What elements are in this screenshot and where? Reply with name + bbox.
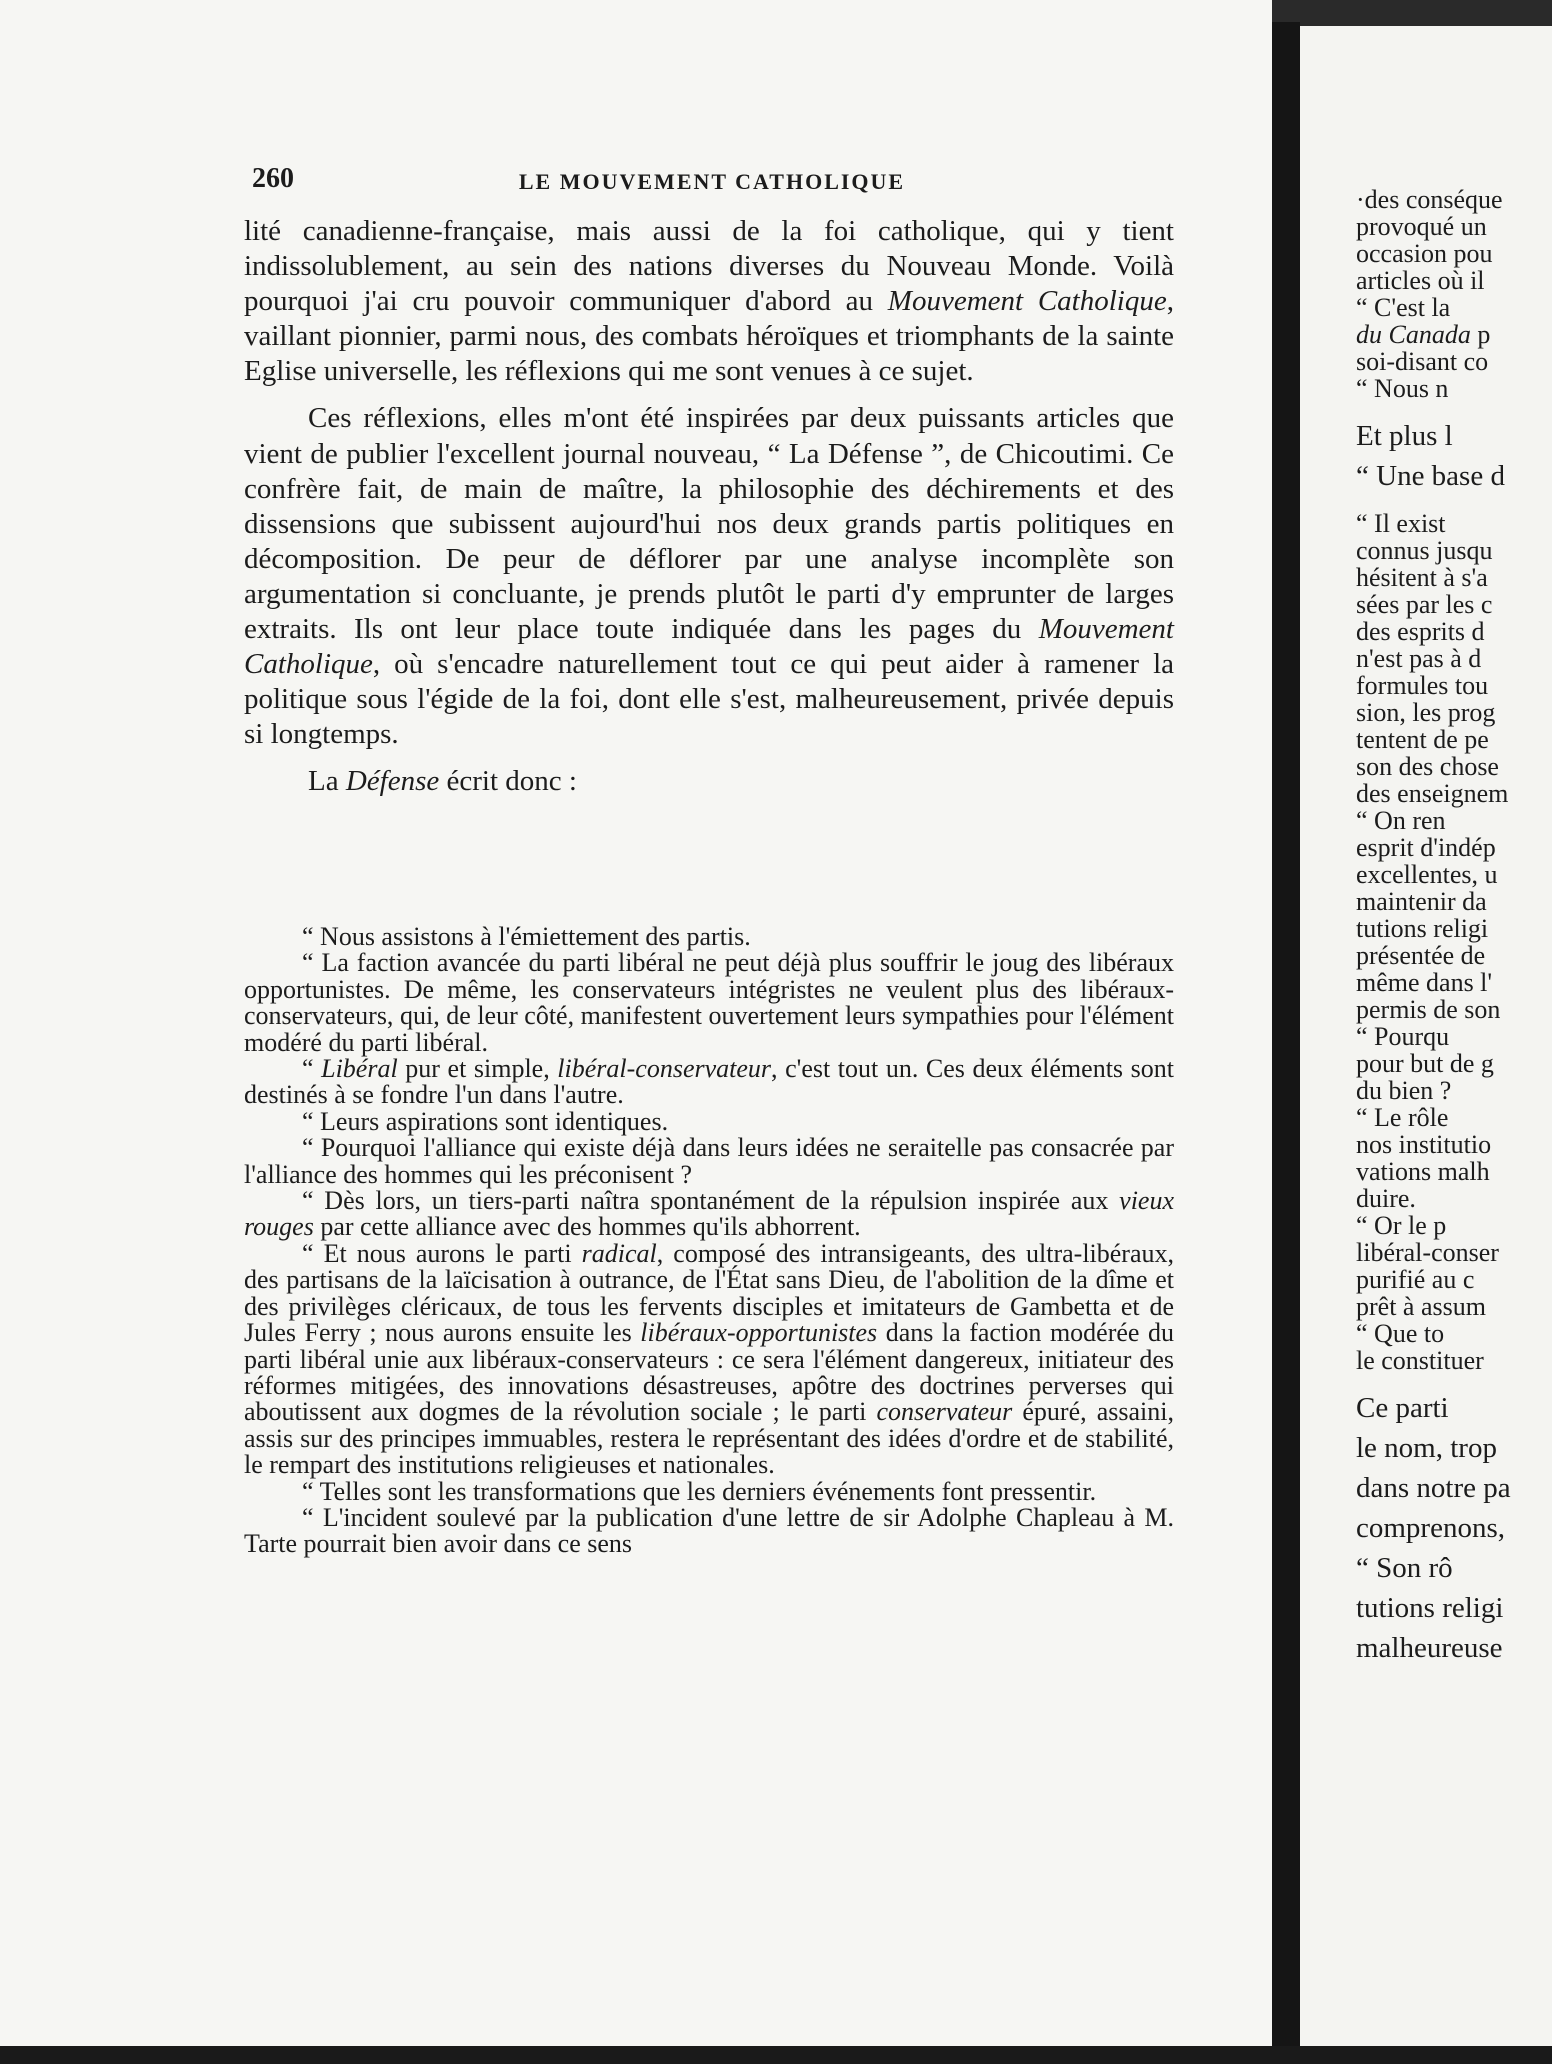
text-line: des esprits d [1356, 617, 1485, 646]
quote-paragraph: “ Nous assistons à l'émiettement des partis. [302, 922, 751, 951]
quote-paragraph: “ La faction avancée du parti libéral ne peut déjà plus souffrir le joug des libéraux opportunistes. De même, les conservateurs intégristes ne veulent plus des libéraux-conservateurs, qui, de leur côté, manifestent ouvertement leurs sympathies pour l'élément modéré du parti libéral. [244, 948, 1174, 1057]
text-line: ·des conséque [1356, 185, 1503, 214]
text-line: du Canada p [1356, 320, 1491, 349]
paragraph: La Défense écrit donc : [308, 765, 577, 798]
text-line: esprit d'indép [1356, 833, 1496, 862]
text-line: pour but de g [1356, 1049, 1494, 1078]
text-line: “ Pourqu [1356, 1022, 1450, 1051]
quote-paragraph: “ Dès lors, un tiers-parti naîtra spontanément de la répulsion inspirée aux vieux rouges par cette alliance avec des hommes qu'ils abhorrent. [244, 1186, 1174, 1242]
body-text [244, 214, 1174, 800]
text-line: malheureuse [1356, 1632, 1503, 1664]
quote-paragraph: “ L'incident soulevé par la publication d'une lettre de sir Adolphe Chapleau à M. Tarte pourrait bien avoir dans ce sens [244, 1502, 1174, 1559]
text-line: le constituer [1356, 1346, 1484, 1375]
text-line: maintenir da [1356, 887, 1487, 916]
text-line: comprenons, [1356, 1512, 1505, 1544]
text-line: “ On ren [1356, 806, 1446, 835]
text-line: même dans l' [1356, 968, 1493, 997]
text-line: Ce parti [1356, 1392, 1449, 1424]
line-gap [1356, 402, 1552, 416]
text-line: “ Or le p [1356, 1211, 1447, 1240]
text-line: n'est pas à d [1356, 644, 1482, 673]
text-line: vations malh [1356, 1157, 1490, 1186]
text-line: occasion pou [1356, 239, 1493, 268]
text-line: duire. [1356, 1184, 1416, 1213]
text-line: sées par les c [1356, 590, 1493, 619]
text-line: dans notre pa [1356, 1472, 1511, 1504]
text-line: “ Le rôle [1356, 1103, 1449, 1132]
text-line: purifié au c [1356, 1265, 1475, 1294]
text-line: formules tou [1356, 671, 1489, 700]
quote-paragraph: “ Leurs aspirations sont identiques. [302, 1106, 669, 1136]
scan-edge [0, 2046, 1552, 2064]
text-line: “ Son rô [1356, 1552, 1453, 1584]
text-line: “ Nous n [1356, 374, 1449, 403]
quote-paragraph: “ Et nous aurons le parti radical, composé des intransigeants, des ultra-libéraux, des partisans de la laïcisation à outrance, de l'État sans Dieu, de l'abolition de la dîme et des privilèges cléricaux, de tous les fervents disciples et imitateurs de Gambetta et de Jules Ferry ; nous aurons ensuite les libéraux-opportunistes dans la faction modérée du parti libéral unie aux libéraux-conservateurs : ce sera l'élément dangereux, initiateur des réformes mitigées, des innovations désastreuses, apôtre des doctrines perverses qui aboutissent aux dogmes de la révolution sociale ; le parti conservateur épuré, assaini, assis sur des principes immuables, restera le représentant des idées d'ordre et de stabilité, le rempart des institutions religieuses et nationales. [244, 1238, 1175, 1480]
quote-paragraph: “ Telles sont les transformations que les derniers événements font pressentir. [302, 1476, 1097, 1506]
text-line: hésitent à s'a [1356, 563, 1488, 592]
text-line: tutions religi [1356, 1592, 1504, 1624]
text-line: nos institutio [1356, 1130, 1492, 1159]
text-line: tutions religi [1356, 914, 1489, 943]
text-line: “ Il exist [1356, 509, 1446, 538]
quoted-extract [244, 924, 1174, 1558]
right-page-text [1356, 186, 1552, 1668]
paragraph: lité canadienne-française, mais aussi de la foi catholique, qui y tient indissolublement, au sein des nations diverses du Nouveau Monde. Voilà pourquoi j'ai cru pouvoir communiquer d'abord au Mouvement Catholique, vaillant pionnier, parmi nous, des combats héroïques et triomphants de la sainte Eglise universelle, les réflexions qui me sont venues à ce sujet. [244, 215, 1174, 388]
text-line: libéral-conser [1356, 1238, 1499, 1267]
text-line: provoqué un [1356, 212, 1487, 241]
running-title: LE MOUVEMENT CATHOLIQUE [518, 169, 906, 194]
text-line: permis de son [1356, 995, 1501, 1024]
line-gap [1356, 1374, 1552, 1388]
text-line: “ Que to [1356, 1319, 1445, 1348]
page-header [252, 163, 1172, 199]
text-line: “ Une base d [1356, 460, 1505, 492]
quote-paragraph: “ Libéral pur et simple, libéral-conservateur, c'est tout un. Ces deux éléments sont destinés à se fondre l'un dans l'autre. [244, 1054, 1174, 1110]
text-line: soi-disant co [1356, 347, 1489, 376]
line-gap [1356, 496, 1552, 510]
quote-paragraph: “ Pourquoi l'alliance qui existe déjà dans leurs idées ne seraitelle pas consacrée par l'alliance des hommes qui les préconisent ? [244, 1133, 1174, 1189]
text-line: son des chose [1356, 752, 1499, 781]
text-line: excellentes, u [1356, 860, 1498, 889]
text-line: tentent de pe [1356, 725, 1489, 754]
paragraph: Ces réflexions, elles m'ont été inspirées par deux puissants articles que vient de publier l'excellent journal nouveau, “ La Défense ”, de Chicoutimi. Ce confrère fait, de main de maître, la philosophie des déchirements et des dissensions que subissent aujourd'hui nos deux grands partis politiques en décomposition. De peur de déflorer par une analyse incomplète son argumentation si concluante, je prends plutôt le parti d'y emprunter de larges extraits. Ils ont leur place toute indiquée dans les pages du Mouvement Catholique, où s'encadre naturellement tout ce qui peut aider à ramener la politique sous l'égide de la foi, dont elle s'est, malheureusement, privée depuis si longtemps. [244, 402, 1174, 751]
text-line: Et plus l [1356, 420, 1453, 452]
text-line: du bien ? [1356, 1076, 1452, 1105]
text-line: le nom, trop [1356, 1432, 1497, 1464]
text-line: présentée de [1356, 941, 1486, 970]
text-line: des enseignem [1356, 779, 1509, 808]
text-line: sion, les prog [1356, 698, 1496, 727]
text-line: connus jusqu [1356, 536, 1493, 565]
text-line: prêt à assum [1356, 1292, 1486, 1321]
text-line: articles où il [1356, 266, 1485, 295]
page-number: 260 [252, 163, 294, 194]
book-gutter [1272, 22, 1300, 2046]
text-line: “ C'est la [1356, 293, 1451, 322]
right-page [1300, 26, 1552, 2046]
